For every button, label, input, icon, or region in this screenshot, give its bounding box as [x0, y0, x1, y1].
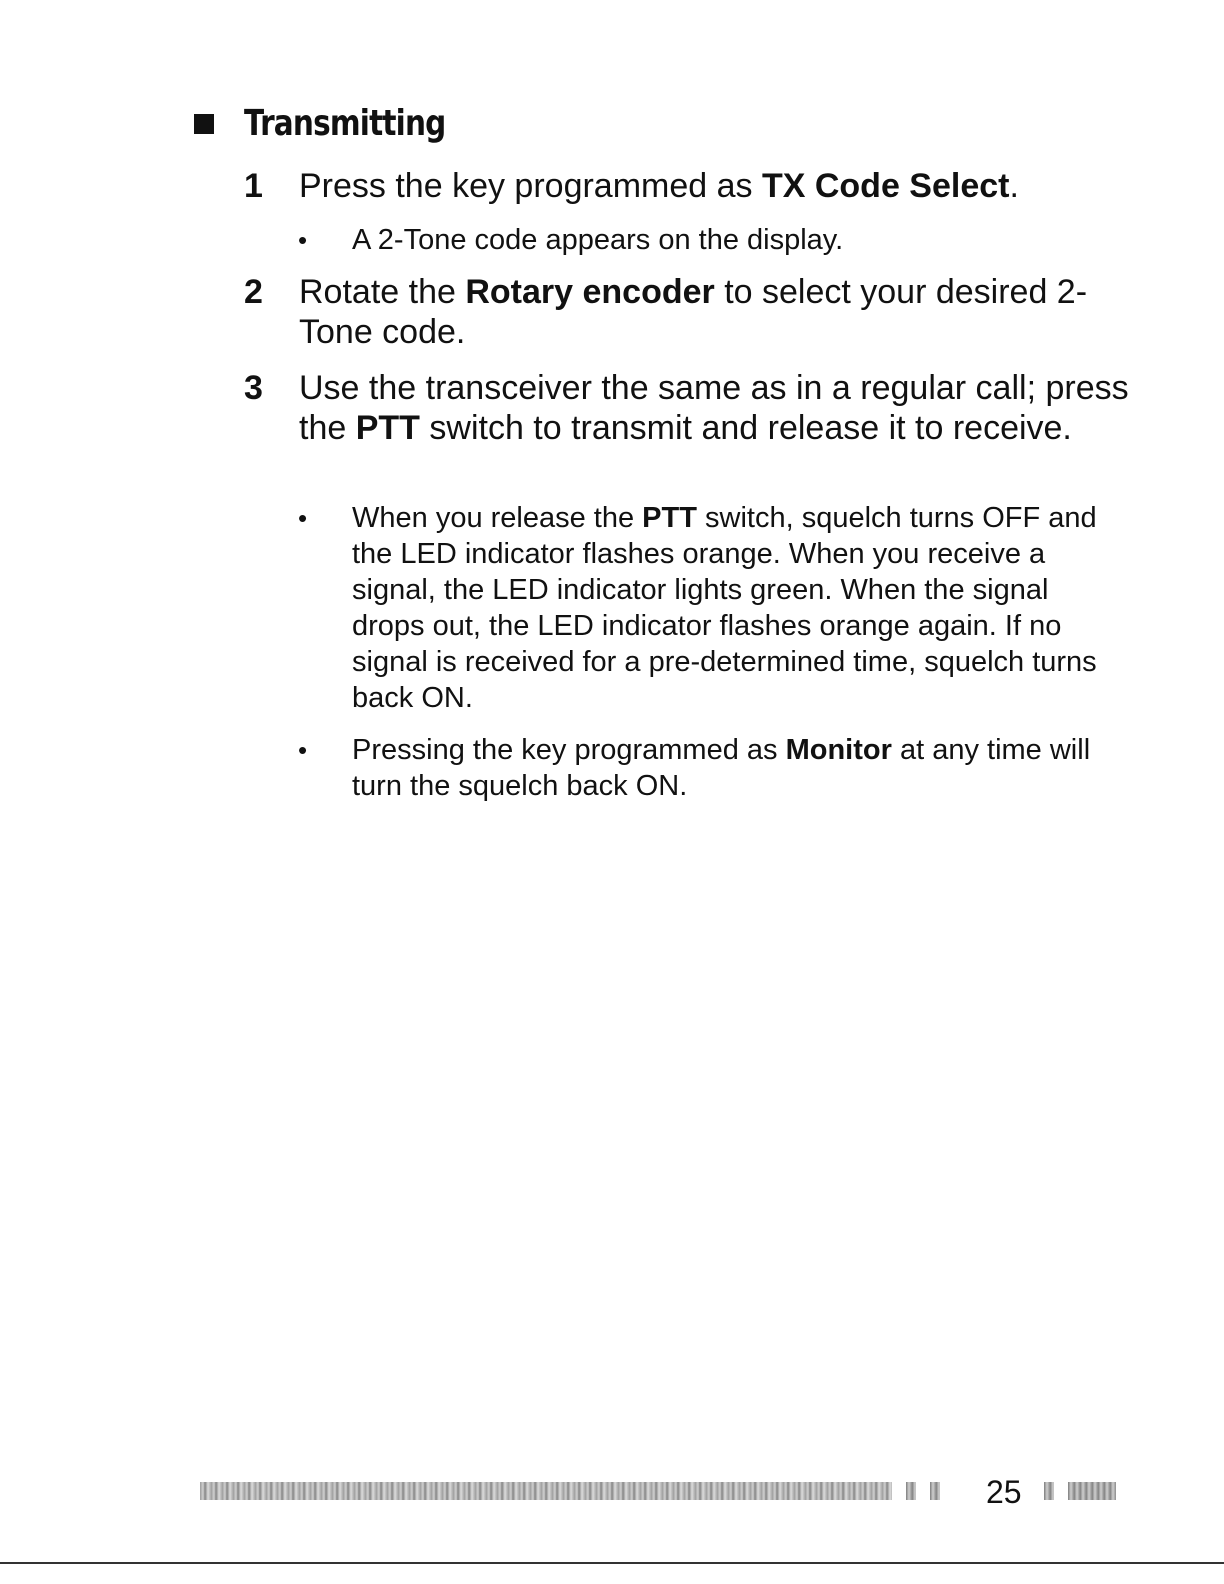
keyword-monitor: Monitor [785, 734, 892, 766]
bullet-text: When you release the PTT switch, squelch turns OFF and the LED indicator flashes orange. When you receive a signal, the LED indicator lights green. When the signal drops out, the LED indicator flashes orange again. If no signal is received for a pre-determined time, squelch turns back ON. [352, 502, 1097, 714]
bullet-text: A 2-Tone code appears on the display. [352, 224, 844, 256]
step-text: Rotate the Rotary encoder to select your desired 2-Tone code. [299, 273, 1088, 351]
bullet-dot: • [298, 503, 308, 533]
footer-marker-block [1044, 1482, 1054, 1500]
bullet-text: Pressing the key programmed as Monitor at any time will turn the squelch back ON. [352, 734, 1091, 802]
step-number: 1 [244, 167, 263, 205]
bullet-dot: • [298, 225, 308, 255]
step-text: Press the key programmed as TX Code Select. [299, 167, 1019, 205]
step-number: 3 [244, 369, 263, 407]
keyword-tx-code-select: TX Code Select [761, 167, 1010, 205]
bottom-rule [0, 1562, 1224, 1564]
footer-marker-block [906, 1482, 916, 1500]
keyword-ptt: PTT [642, 502, 697, 534]
keyword-rotary-encoder: Rotary encoder [465, 273, 715, 311]
keyword-ptt: PTT [355, 409, 420, 447]
section-title: Transmitting [244, 103, 446, 144]
step-text: Use the transceiver the same as in a regular call; press the PTT switch to transmit and release it to receive. [299, 369, 1129, 447]
heading-square-bullet [194, 114, 214, 134]
footer-marker-block [930, 1482, 940, 1500]
page-number: 25 [986, 1474, 1022, 1510]
section-heading [194, 98, 490, 150]
footer-marker-block [1068, 1482, 1116, 1500]
step-number: 2 [244, 273, 263, 311]
bullet-dot: • [298, 735, 308, 765]
footer-decorative-bar [200, 1482, 892, 1500]
